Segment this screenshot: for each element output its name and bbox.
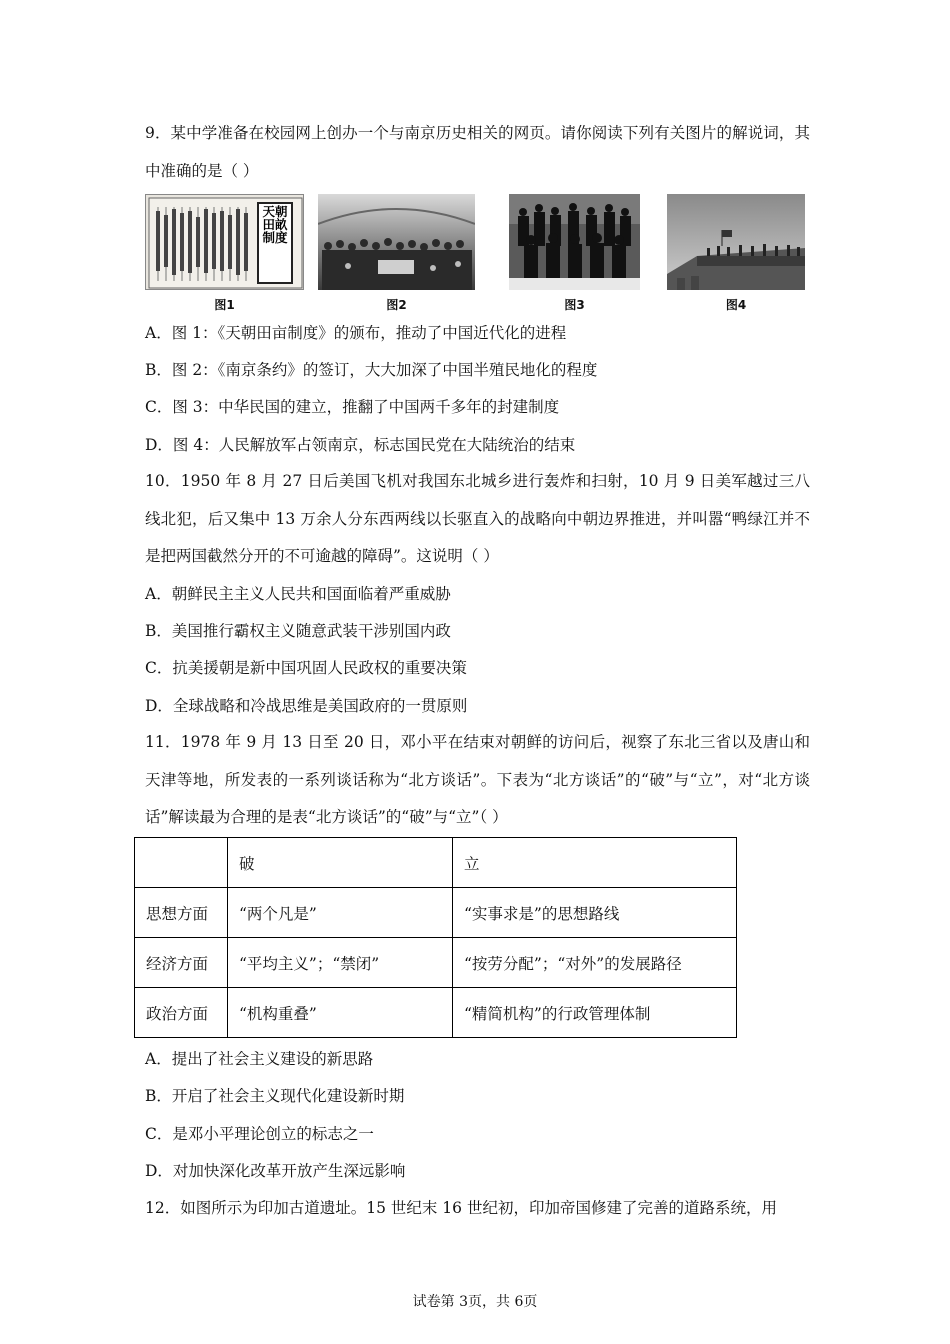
table-cell: “精简机构”的行政管理体制	[453, 988, 737, 1038]
table-header-cell	[135, 838, 228, 888]
figure-4-image	[667, 194, 805, 290]
figure-1	[145, 194, 304, 313]
q9-figure-row	[145, 194, 810, 314]
q11-table	[134, 837, 737, 1038]
figure-2-caption: 图2	[386, 298, 407, 312]
q11-option-d: D．对加快深化改革开放产生深远影响	[145, 1162, 406, 1180]
table-header-cell: 立	[453, 838, 737, 888]
table-cell: 思想方面	[135, 888, 228, 938]
table-cell: 经济方面	[135, 938, 228, 988]
q10-stem: 10．1950 年 8 月 27 日后美国飞机对我国东北城乡进行轰炸和扫射，10 月 9 日美军越过三八线北犯，后又集中 13 万余人分东西两线以长驱直入的战略向中朝边界推进，并叫嚣“鸭绿江并不是把两国截然分开的不可逾越的障碍”。这说明（ ）	[145, 472, 810, 565]
q11-option-c: C．是邓小平理论创立的标志之一	[145, 1125, 374, 1143]
figure-1-image	[145, 194, 304, 290]
table-row	[135, 888, 737, 938]
q11-option-b: B．开启了社会主义现代化建设新时期	[145, 1087, 405, 1105]
table-header-row	[135, 838, 737, 888]
table-cell: “按劳分配”；“对外”的发展路径	[453, 938, 737, 988]
table-cell: “实事求是”的思想路线	[453, 888, 737, 938]
q9-option-c: C．图 3：中华民国的建立，推翻了中国两千多年的封建制度	[145, 398, 560, 416]
table-cell: “机构重叠”	[228, 988, 453, 1038]
q9-option-d: D．图 4：人民解放军占领南京，标志国民党在大陆统治的结束	[145, 436, 576, 454]
table-cell: “两个凡是”	[228, 888, 453, 938]
table-row	[135, 988, 737, 1038]
q9-option-b: B．图 2：《南京条约》的签订，大大加深了中国半殖民地化的程度	[145, 361, 598, 379]
q10-option-c: C．抗美援朝是新中国巩固人民政权的重要决策	[145, 659, 467, 677]
table-cell: “平均主义”；“禁闭”	[228, 938, 453, 988]
q11-option-a: A．提出了社会主义建设的新思路	[145, 1050, 374, 1068]
figure-3-caption: 图3	[564, 298, 585, 312]
q10-option-b: B．美国推行霸权主义随意武装干涉别国内政	[145, 622, 451, 640]
figure-3	[509, 194, 640, 313]
q9-option-a: A．图 1：《天朝田亩制度》的颁布，推动了中国近代化的进程	[145, 324, 567, 342]
table-cell: 政治方面	[135, 988, 228, 1038]
figure-1-title-text: 天朝田畝制度	[262, 204, 288, 245]
table-header-cell: 破	[228, 838, 453, 888]
figure-2-image	[318, 194, 475, 290]
figure-3-image	[509, 194, 640, 290]
figure-4	[667, 194, 805, 313]
figure-4-caption: 图4	[725, 298, 747, 312]
q10-option-d: D．全球战略和冷战思维是美国政府的一贯原则	[145, 697, 468, 715]
q10-option-a: A．朝鲜民主主义人民共和国面临着严重威胁	[145, 585, 451, 603]
page-footer: 试卷第 3页，共 6页	[412, 1294, 538, 1310]
table-row	[135, 938, 737, 988]
figure-2	[318, 194, 475, 313]
q9-stem: 9．某中学准备在校园网上创办一个与南京历史相关的网页。请你阅读下列有关图片的解说词，其中准确的是（ ）	[145, 124, 810, 180]
figure-1-caption: 图1	[214, 298, 235, 312]
q12-stem: 12．如图所示为印加古道遗址。15 世纪末 16 世纪初，印加帝国修建了完善的道路系统，用	[145, 1199, 777, 1217]
q11-stem: 11．1978 年 9 月 13 日至 20 日，邓小平在结束对朝鲜的访问后，视察了东北三省以及唐山和天津等地，所发表的一系列谈话称为“北方谈话”。下表为“北方谈话”的“破”与“立”，对“北方谈话”解读最为合理的是表“北方谈话”的“破”与“立”（ ）	[145, 733, 810, 826]
